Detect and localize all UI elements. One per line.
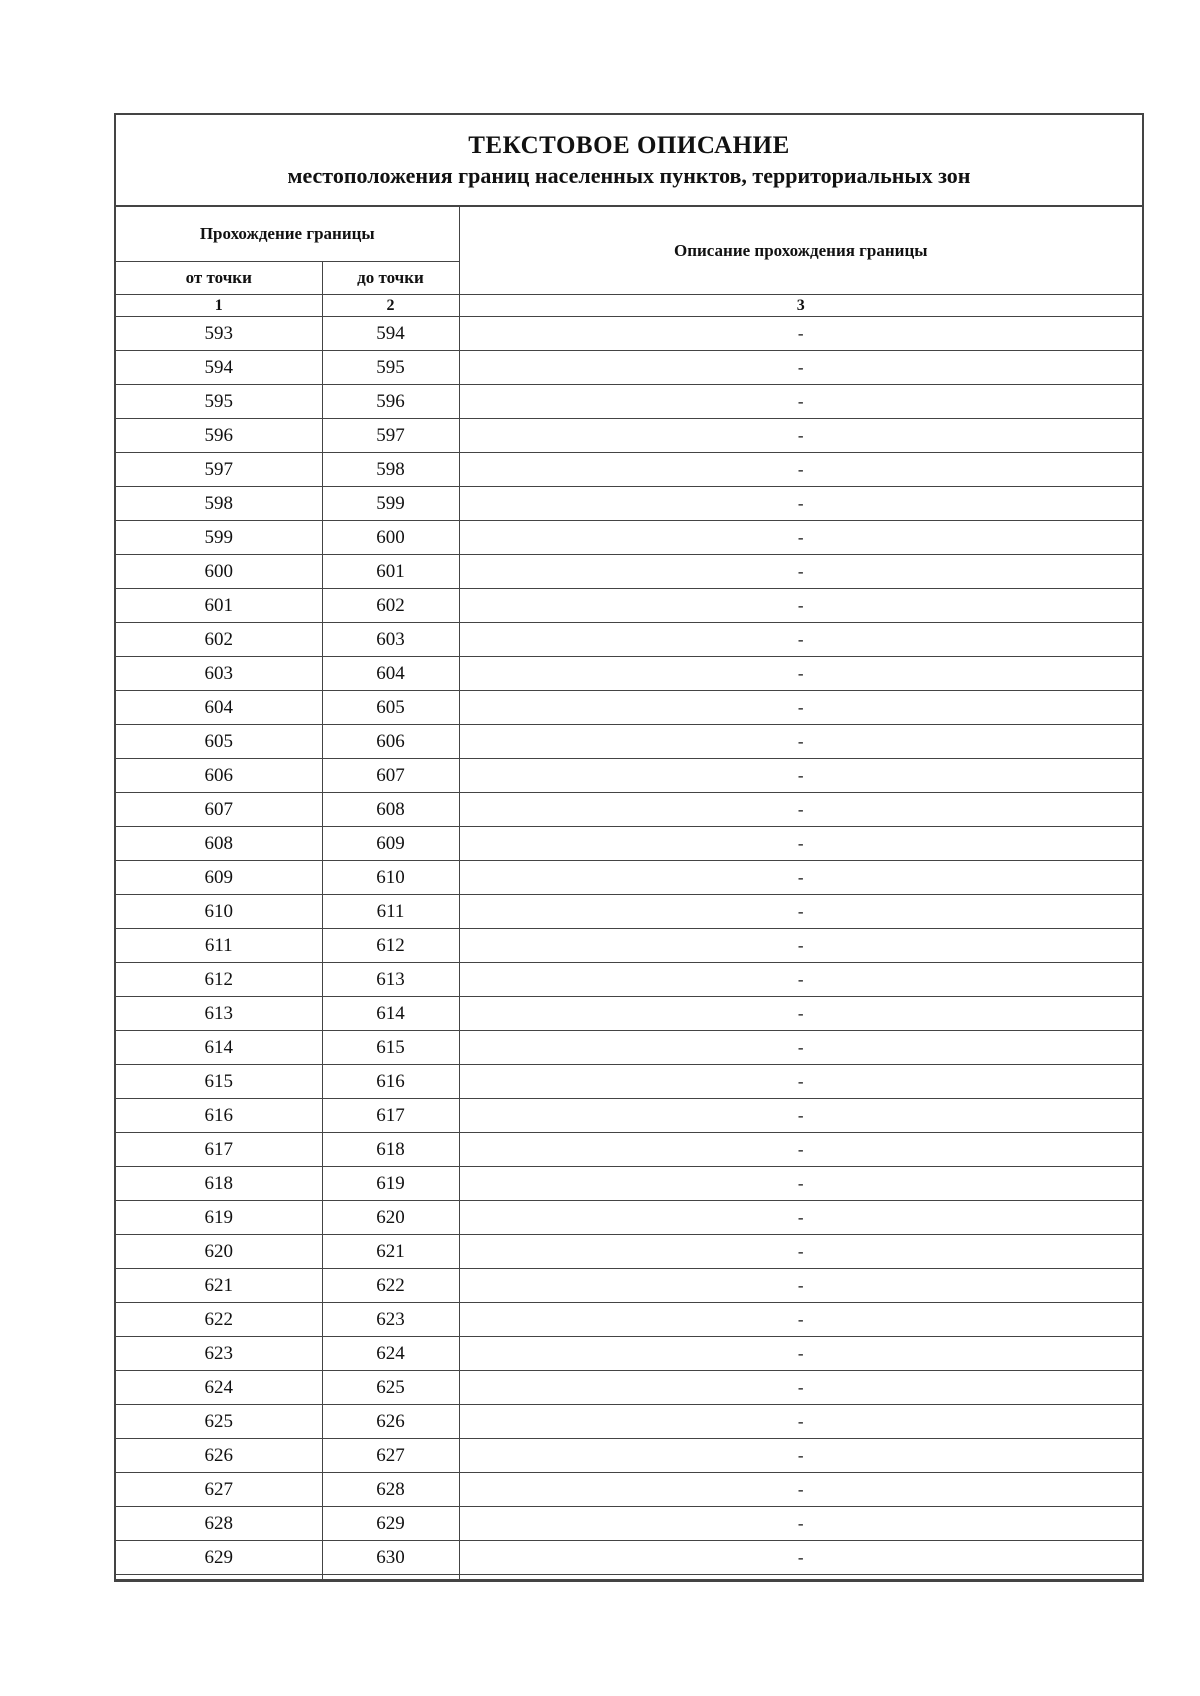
table-row: [116, 1541, 1142, 1575]
cell-from-point: 602: [116, 623, 322, 657]
cell-to-point: 618: [322, 1133, 459, 1167]
cell-description: -: [459, 1133, 1142, 1167]
cell-to-point: 619: [322, 1167, 459, 1201]
table-row: [116, 691, 1142, 725]
table-row: [116, 1269, 1142, 1303]
cell-from-point: 609: [116, 861, 322, 895]
cell-from-point: 622: [116, 1303, 322, 1337]
table-row: [116, 725, 1142, 759]
cell-from-point: 613: [116, 997, 322, 1031]
cell-description: -: [459, 793, 1142, 827]
table-row: [116, 929, 1142, 963]
cell-to-point: 603: [322, 623, 459, 657]
cell-to-point: 616: [322, 1065, 459, 1099]
cell-from-point: 629: [116, 1541, 322, 1575]
table-row: [116, 1031, 1142, 1065]
cell-from-point: 606: [116, 759, 322, 793]
cell-description: -: [459, 1065, 1142, 1099]
cell-to-point: 596: [322, 385, 459, 419]
cell-to-point: 601: [322, 555, 459, 589]
column-number-2: 2: [322, 295, 459, 317]
cell-description: -: [459, 1235, 1142, 1269]
cell-from-point: 618: [116, 1167, 322, 1201]
table-row: [116, 1473, 1142, 1507]
cell-description: -: [459, 487, 1142, 521]
cell-to-point: 602: [322, 589, 459, 623]
boundary-table: [116, 207, 1142, 1580]
table-row: [116, 419, 1142, 453]
cell-to-point: 613: [322, 963, 459, 997]
cell-to-point: 630: [322, 1541, 459, 1575]
cell-description: -: [459, 351, 1142, 385]
cell-from-point: 614: [116, 1031, 322, 1065]
table-row: [116, 1371, 1142, 1405]
cell-description: -: [459, 1405, 1142, 1439]
cell-description: -: [459, 453, 1142, 487]
document-subtitle: местоположения границ населенных пунктов, территориальных зон: [287, 163, 971, 188]
boundary-description-sheet: [114, 113, 1144, 1582]
table-row: [116, 997, 1142, 1031]
cell-to-point: 599: [322, 487, 459, 521]
cell-from-point: 619: [116, 1201, 322, 1235]
cell-to-point: 626: [322, 1405, 459, 1439]
cell-from-point: 612: [116, 963, 322, 997]
cell-description: -: [459, 1473, 1142, 1507]
table-row: [116, 1099, 1142, 1133]
cell-to-point: 617: [322, 1099, 459, 1133]
empty-cell: [116, 1575, 322, 1580]
cell-from-point: 607: [116, 793, 322, 827]
header-description: Описание прохождения границы: [459, 207, 1142, 295]
table-row: [116, 351, 1142, 385]
cell-to-point: 625: [322, 1371, 459, 1405]
table-row: [116, 793, 1142, 827]
table-row: [116, 861, 1142, 895]
cell-description: -: [459, 385, 1142, 419]
table-row: [116, 1235, 1142, 1269]
cell-to-point: 629: [322, 1507, 459, 1541]
cell-to-point: 608: [322, 793, 459, 827]
cell-from-point: 621: [116, 1269, 322, 1303]
table-row: [116, 1065, 1142, 1099]
cell-to-point: 614: [322, 997, 459, 1031]
cell-description: -: [459, 1167, 1142, 1201]
cell-from-point: 628: [116, 1507, 322, 1541]
cell-from-point: 610: [116, 895, 322, 929]
cell-description: -: [459, 963, 1142, 997]
cell-from-point: 627: [116, 1473, 322, 1507]
cell-from-point: 616: [116, 1099, 322, 1133]
cell-from-point: 597: [116, 453, 322, 487]
cell-from-point: 595: [116, 385, 322, 419]
table-row: [116, 759, 1142, 793]
cell-description: -: [459, 657, 1142, 691]
cell-description: -: [459, 521, 1142, 555]
column-number-1: 1: [116, 295, 322, 317]
table-row: [116, 1133, 1142, 1167]
document-header: [116, 115, 1142, 207]
table-row: [116, 453, 1142, 487]
header-to-point: до точки: [322, 262, 459, 295]
cell-description: -: [459, 1099, 1142, 1133]
cell-description: -: [459, 725, 1142, 759]
cell-description: -: [459, 861, 1142, 895]
cell-description: -: [459, 691, 1142, 725]
cell-to-point: 611: [322, 895, 459, 929]
table-row: [116, 623, 1142, 657]
cell-description: -: [459, 555, 1142, 589]
cell-description: -: [459, 1337, 1142, 1371]
cell-from-point: 599: [116, 521, 322, 555]
cell-from-point: 615: [116, 1065, 322, 1099]
cell-from-point: 611: [116, 929, 322, 963]
empty-cell: [459, 1575, 1142, 1580]
cell-to-point: 624: [322, 1337, 459, 1371]
cell-from-point: 603: [116, 657, 322, 691]
cell-to-point: 628: [322, 1473, 459, 1507]
cell-description: -: [459, 1541, 1142, 1575]
cell-from-point: 605: [116, 725, 322, 759]
cell-from-point: 601: [116, 589, 322, 623]
cell-to-point: 597: [322, 419, 459, 453]
cell-to-point: 623: [322, 1303, 459, 1337]
cell-description: -: [459, 997, 1142, 1031]
cell-from-point: 626: [116, 1439, 322, 1473]
cell-to-point: 615: [322, 1031, 459, 1065]
cell-description: -: [459, 317, 1142, 351]
cell-to-point: 605: [322, 691, 459, 725]
table-row: [116, 487, 1142, 521]
cell-description: -: [459, 1507, 1142, 1541]
cell-from-point: 604: [116, 691, 322, 725]
cell-to-point: 604: [322, 657, 459, 691]
column-number-3: 3: [459, 295, 1142, 317]
header-from-point: от точки: [116, 262, 322, 295]
cell-description: -: [459, 623, 1142, 657]
table-row: [116, 317, 1142, 351]
table-row: [116, 657, 1142, 691]
cell-to-point: 609: [322, 827, 459, 861]
cell-to-point: 600: [322, 521, 459, 555]
cell-description: -: [459, 1371, 1142, 1405]
cell-to-point: 607: [322, 759, 459, 793]
cell-from-point: 617: [116, 1133, 322, 1167]
cell-description: -: [459, 1201, 1142, 1235]
cell-description: -: [459, 419, 1142, 453]
table-bottom-strip: [116, 1575, 1142, 1580]
table-row: [116, 1507, 1142, 1541]
cell-from-point: 598: [116, 487, 322, 521]
cell-to-point: 594: [322, 317, 459, 351]
document-title: ТЕКСТОВОЕ ОПИСАНИЕ: [468, 132, 790, 159]
cell-from-point: 596: [116, 419, 322, 453]
cell-from-point: 624: [116, 1371, 322, 1405]
cell-description: -: [459, 589, 1142, 623]
empty-cell: [322, 1575, 459, 1580]
cell-from-point: 620: [116, 1235, 322, 1269]
cell-from-point: 594: [116, 351, 322, 385]
cell-from-point: 593: [116, 317, 322, 351]
table-row: [116, 385, 1142, 419]
cell-description: -: [459, 827, 1142, 861]
table-row: [116, 521, 1142, 555]
cell-description: -: [459, 929, 1142, 963]
table-row: [116, 1167, 1142, 1201]
cell-to-point: 598: [322, 453, 459, 487]
cell-description: -: [459, 1031, 1142, 1065]
table-row: [116, 1439, 1142, 1473]
cell-to-point: 612: [322, 929, 459, 963]
cell-description: -: [459, 1439, 1142, 1473]
table-row: [116, 1201, 1142, 1235]
cell-from-point: 600: [116, 555, 322, 589]
cell-to-point: 606: [322, 725, 459, 759]
table-row: [116, 589, 1142, 623]
cell-to-point: 621: [322, 1235, 459, 1269]
cell-from-point: 625: [116, 1405, 322, 1439]
table-row: [116, 1337, 1142, 1371]
cell-from-point: 608: [116, 827, 322, 861]
table-row: [116, 827, 1142, 861]
cell-to-point: 610: [322, 861, 459, 895]
cell-to-point: 622: [322, 1269, 459, 1303]
table-row: [116, 1303, 1142, 1337]
cell-from-point: 623: [116, 1337, 322, 1371]
table-row: [116, 963, 1142, 997]
cell-description: -: [459, 895, 1142, 929]
cell-description: -: [459, 1269, 1142, 1303]
table-row: [116, 555, 1142, 589]
boundary-table-body: [116, 317, 1142, 1580]
cell-to-point: 595: [322, 351, 459, 385]
cell-description: -: [459, 1303, 1142, 1337]
cell-to-point: 620: [322, 1201, 459, 1235]
cell-to-point: 627: [322, 1439, 459, 1473]
table-row: [116, 1405, 1142, 1439]
cell-description: -: [459, 759, 1142, 793]
table-row: [116, 895, 1142, 929]
header-boundary-passage: Прохождение границы: [116, 207, 459, 262]
